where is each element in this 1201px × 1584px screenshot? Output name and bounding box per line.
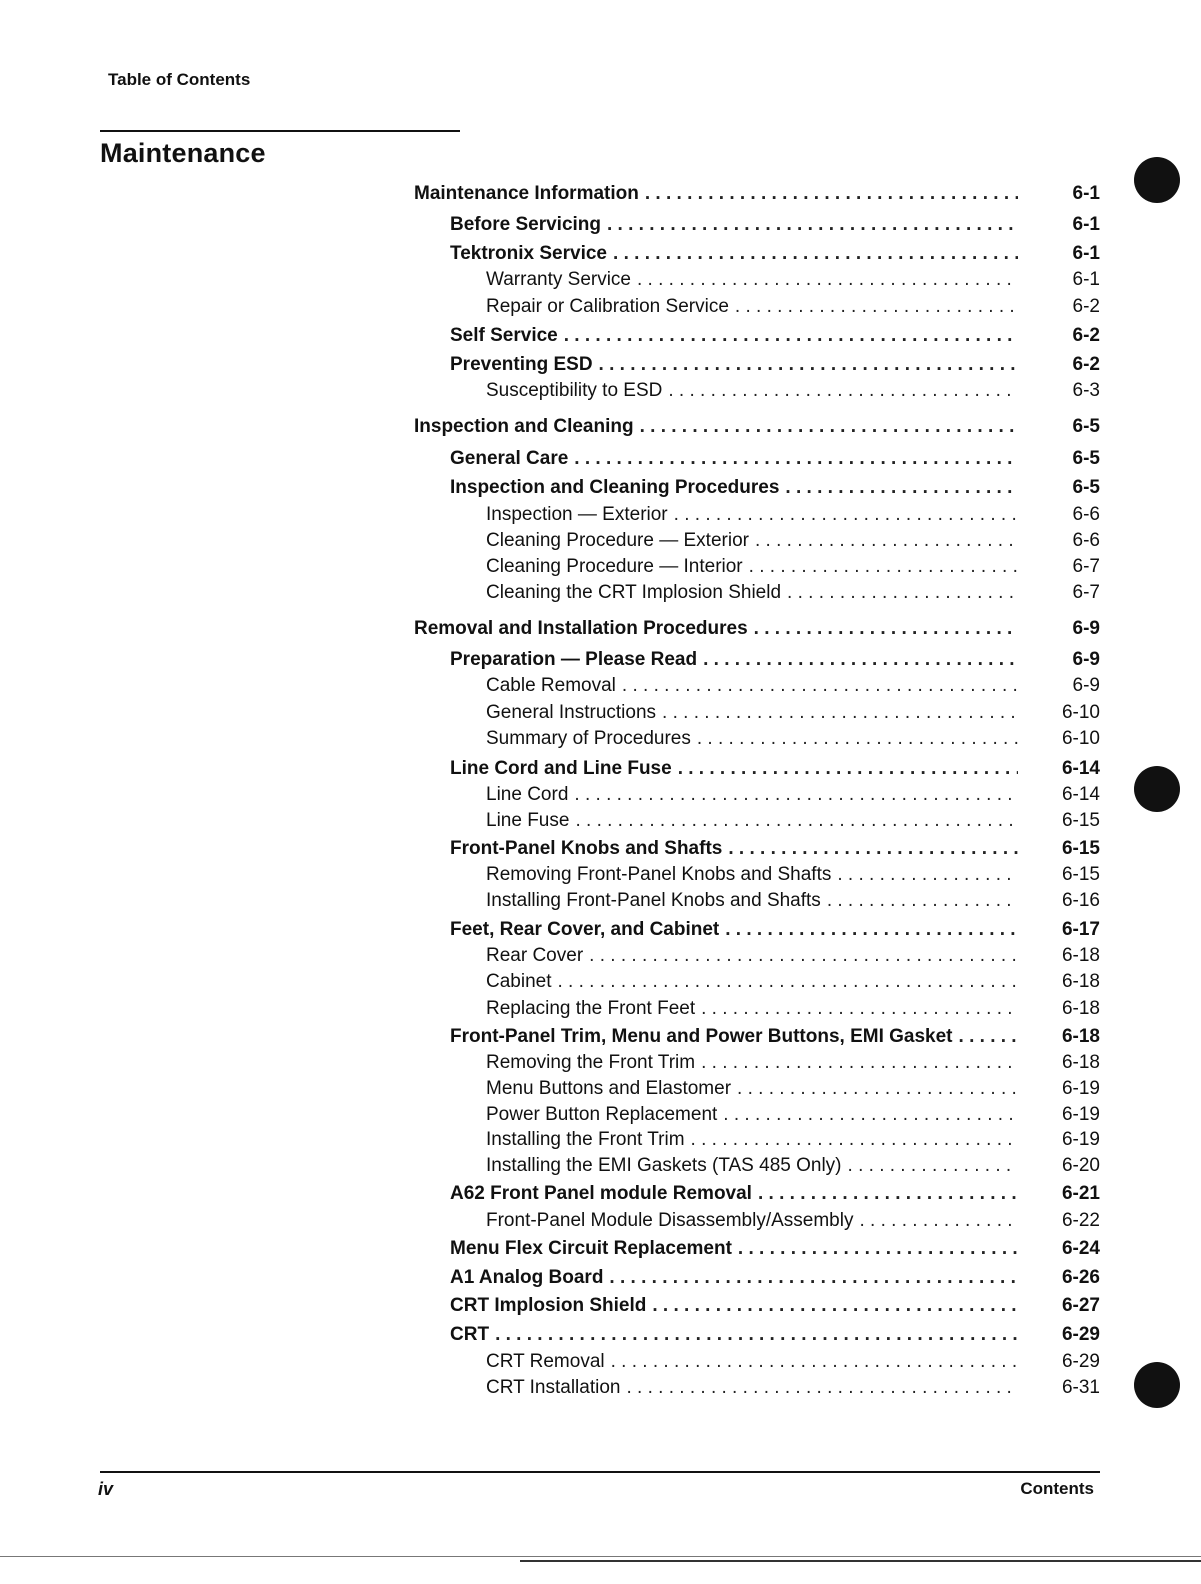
toc-entry-page: 6-9 [1072,649,1100,670]
toc-entry-title: CRT Installation [486,1377,621,1398]
toc-entry-title: Cable Removal [486,675,616,696]
toc-entry-page: 6-18 [1061,945,1100,966]
dot-leader [652,1294,1018,1318]
toc-entry[interactable] [450,918,1018,942]
toc-entry-title: Tektronix Service [450,243,608,264]
toc-entry-title: A62 Front Panel module Removal [450,1183,752,1204]
toc-entry[interactable] [486,674,1018,698]
toc-entry-page: 6-2 [1072,296,1100,317]
toc-entry-page: 6-29 [1061,1324,1100,1345]
toc-entry-page: 6-3 [1072,380,1100,401]
toc-entry-title: Front-Panel Trim, Menu and Power Buttons, EMI Gasket [450,1026,953,1047]
toc-entry-title: Inspection and Cleaning Procedures [450,477,780,498]
toc-entry-title: Removing Front-Panel Knobs and Shafts [486,864,832,885]
toc-entry-page: 6-16 [1061,890,1100,911]
toc-entry-title: Installing Front-Panel Knobs and Shafts [486,890,821,911]
toc-entry[interactable] [450,1182,1018,1206]
toc-entry-title: Installing the Front Trim [486,1129,685,1150]
toc-entry-title: Installing the EMI Gaskets (TAS 485 Only) [486,1155,842,1176]
dot-leader [848,1154,1018,1178]
dot-leader [859,1209,1018,1233]
toc-entry[interactable] [486,1128,1018,1152]
toc-entry[interactable] [486,1103,1018,1127]
toc-entry-page: 6-6 [1072,530,1100,551]
dot-leader [725,918,1018,942]
toc-entry-page: 6-9 [1072,618,1100,639]
toc-entry[interactable] [450,242,1018,266]
dot-leader [599,353,1018,377]
toc-entry[interactable] [414,182,1018,206]
toc-entry-page: 6-27 [1061,1295,1100,1316]
dot-leader [728,837,1018,861]
dot-leader [611,1350,1018,1374]
toc-entry-page: 6-1 [1072,269,1100,290]
toc-entry-page: 6-1 [1072,243,1100,264]
dot-leader [837,863,1018,887]
toc-entry-page: 6-19 [1061,1078,1100,1099]
toc-entry-page: 6-5 [1072,416,1100,437]
toc-entry-page: 6-1 [1072,214,1100,235]
toc-entry-title: Replacing the Front Feet [486,998,696,1019]
footer-rule [100,1471,1100,1473]
toc-entry-page: 6-17 [1061,919,1100,940]
toc-entry[interactable] [486,268,1018,292]
dot-leader [678,757,1018,781]
toc-entry[interactable] [486,944,1018,968]
toc-entry-title: CRT Implosion Shield [450,1295,647,1316]
toc-entry[interactable] [486,1077,1018,1101]
toc-entry[interactable] [486,1209,1018,1233]
dot-leader [723,1103,1018,1127]
toc-entry-title: General Care [450,448,569,469]
toc-entry-title: Summary of Procedures [486,728,691,749]
dot-leader [575,809,1018,833]
toc-entry-title: Removing the Front Trim [486,1052,696,1073]
toc-entry-page: 6-18 [1061,1026,1100,1047]
toc-entry-title: Cleaning Procedure — Exterior [486,530,749,551]
dot-leader [737,1077,1018,1101]
toc-entry-page: 6-29 [1061,1351,1100,1372]
toc-entry[interactable] [486,503,1018,527]
toc-entry-title: Preventing ESD [450,354,593,375]
toc-entry[interactable] [450,213,1018,237]
dot-leader [701,1051,1018,1075]
toc-entry-title: Power Button Replacement [486,1104,718,1125]
toc-entry-title: A1 Analog Board [450,1267,604,1288]
section-title: Maintenance [100,138,266,168]
toc-entry[interactable] [486,1350,1018,1374]
toc-entry[interactable] [450,1266,1018,1290]
dot-leader [749,555,1018,579]
toc-entry-page: 6-20 [1061,1155,1100,1176]
toc-entry-title: CRT [450,1324,490,1345]
toc-entry[interactable] [486,555,1018,579]
dot-leader [609,1266,1018,1290]
running-header: Table of Contents [108,70,251,89]
toc-entry-page: 6-1 [1072,183,1100,204]
footer-page-number: iv [98,1479,114,1499]
toc-entry-title: Front-Panel Module Disassembly/Assembly [486,1210,854,1231]
toc-entry[interactable] [450,447,1018,471]
toc-entry-page: 6-5 [1072,477,1100,498]
toc-entry[interactable] [450,648,1018,672]
toc-entry-title: Self Service [450,325,558,346]
toc-entry[interactable] [414,415,1018,439]
toc-entry-page: 6-9 [1072,675,1100,696]
toc-entry-page: 6-7 [1072,582,1100,603]
punch-hole-middle [1134,766,1180,812]
dot-leader [589,944,1018,968]
dot-leader [754,617,1018,641]
toc-entry-page: 6-24 [1061,1238,1100,1259]
toc-entry-title: Cleaning Procedure — Interior [486,556,743,577]
toc-entry-title: Line Cord and Line Fuse [450,758,672,779]
dot-leader [495,1323,1018,1347]
toc-entry-title: Line Fuse [486,810,570,831]
toc-entry[interactable] [486,1376,1018,1400]
toc-entry-page: 6-22 [1061,1210,1100,1231]
toc-entry[interactable] [486,997,1018,1021]
dot-leader [738,1237,1018,1261]
toc-entry-title: Feet, Rear Cover, and Cabinet [450,919,720,940]
toc-entry[interactable] [450,1323,1018,1347]
toc-entry-page: 6-18 [1061,998,1100,1019]
toc-entry[interactable] [486,379,1018,403]
toc-entry[interactable] [486,970,1018,994]
toc-entry[interactable] [486,727,1018,751]
dot-leader [703,648,1018,672]
dot-leader [662,701,1018,725]
toc-entry-page: 6-14 [1061,758,1100,779]
toc-entry-page: 6-7 [1072,556,1100,577]
toc-entry-page: 6-14 [1061,784,1100,805]
toc-entry-page: 6-15 [1061,810,1100,831]
toc-entry-title: Menu Buttons and Elastomer [486,1078,732,1099]
dot-leader [626,1376,1018,1400]
toc-entry[interactable] [450,1294,1018,1318]
toc-entry-page: 6-10 [1061,702,1100,723]
dot-leader [564,324,1018,348]
dot-leader [827,889,1018,913]
toc-entry-page: 6-15 [1061,838,1100,859]
toc-entry[interactable] [450,324,1018,348]
toc-entry[interactable] [486,889,1018,913]
dot-leader [735,295,1018,319]
toc-entry-title: Line Cord [486,784,569,805]
dot-leader [645,182,1018,206]
toc-entry-title: Repair or Calibration Service [486,296,729,317]
toc-entry-title: General Instructions [486,702,657,723]
dot-leader [558,970,1019,994]
dot-leader [787,581,1018,605]
toc-entry[interactable] [486,581,1018,605]
toc-entry[interactable] [486,783,1018,807]
punch-hole-top [1134,157,1180,203]
dot-leader [622,674,1018,698]
toc-entry[interactable] [450,1025,1018,1049]
dot-leader [674,503,1018,527]
toc-entry-page: 6-19 [1061,1129,1100,1150]
toc-entry[interactable] [486,1051,1018,1075]
toc-entry-page: 6-21 [1061,1183,1100,1204]
toc-entry[interactable] [486,1154,1018,1178]
dot-leader [697,727,1018,751]
toc-entry-title: Susceptibility to ESD [486,380,663,401]
toc-entry-page: 6-19 [1061,1104,1100,1125]
dot-leader [607,213,1018,237]
toc-entry-title: Maintenance Information [414,183,639,204]
toc-entry-title: Preparation — Please Read [450,649,698,670]
toc-entry-page: 6-31 [1061,1377,1100,1398]
dot-leader [613,242,1018,266]
toc-entry-title: CRT Removal [486,1351,605,1372]
toc-entry-page: 6-2 [1072,354,1100,375]
toc-entry-page: 6-10 [1061,728,1100,749]
toc-entry[interactable] [486,529,1018,553]
toc-entry-page: 6-26 [1061,1267,1100,1288]
toc-entry-title: Removal and Installation Procedures [414,618,748,639]
toc-entry-title: Inspection — Exterior [486,504,668,525]
toc-entry[interactable] [450,353,1018,377]
toc-entry[interactable] [486,809,1018,833]
dot-leader [574,783,1018,807]
toc-entry[interactable] [450,1237,1018,1261]
dot-leader [691,1128,1018,1152]
scan-edge-line [520,1560,1201,1562]
toc-entry-page: 6-18 [1061,971,1100,992]
toc-entry-title: Warranty Service [486,269,631,290]
toc-entry-title: Rear Cover [486,945,584,966]
toc-entry[interactable] [450,757,1018,781]
punch-hole-bottom [1134,1362,1180,1408]
dot-leader [755,529,1018,553]
toc-entry-page: 6-5 [1072,448,1100,469]
toc-entry[interactable] [486,295,1018,319]
toc-entry[interactable] [486,701,1018,725]
toc-entry-title: Cabinet [486,971,552,992]
toc-entry[interactable] [450,837,1018,861]
toc-entry-title: Inspection and Cleaning [414,416,634,437]
footer-section-label: Contents [1020,1479,1094,1498]
dot-leader [640,415,1018,439]
dot-leader [668,379,1018,403]
toc-entry-page: 6-15 [1061,864,1100,885]
toc-entry-page: 6-18 [1061,1052,1100,1073]
toc-entry-title: Cleaning the CRT Implosion Shield [486,582,782,603]
dot-leader [785,476,1018,500]
dot-leader [758,1182,1018,1206]
dot-leader [959,1025,1018,1049]
dot-leader [637,268,1018,292]
toc-entry-title: Before Servicing [450,214,601,235]
dot-leader [701,997,1018,1021]
scan-edge-line [0,1556,1201,1557]
toc-entry-page: 6-2 [1072,325,1100,346]
toc-entry[interactable] [414,617,1018,641]
dot-leader [574,447,1018,471]
toc-entry-page: 6-6 [1072,504,1100,525]
toc-entry[interactable] [450,476,1018,500]
toc-entry-title: Front-Panel Knobs and Shafts [450,838,723,859]
toc-entry-title: Menu Flex Circuit Replacement [450,1238,732,1259]
toc-entry[interactable] [486,863,1018,887]
